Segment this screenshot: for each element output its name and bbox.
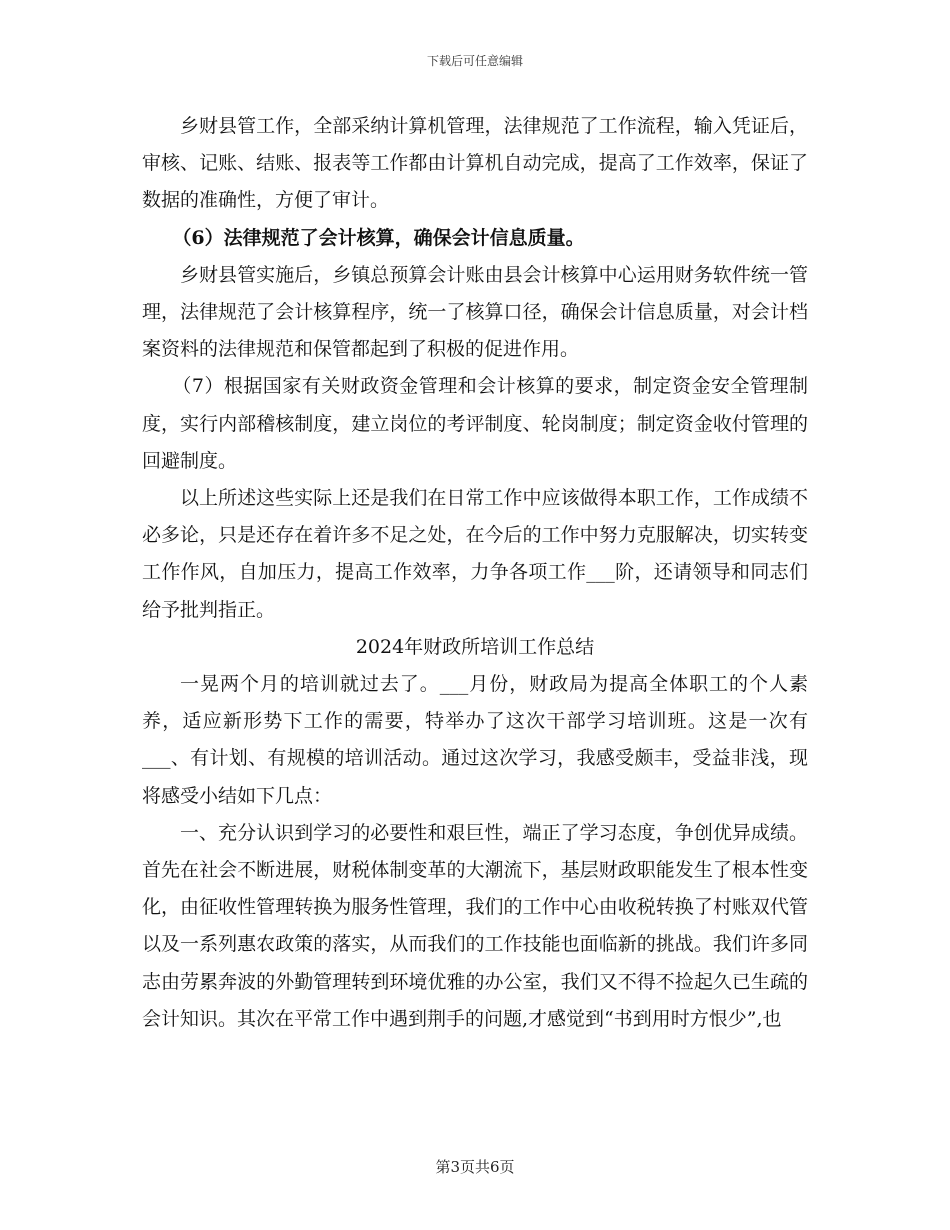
document-body	[142, 108, 808, 1038]
paragraph-computer-management: 乡财县管工作，全部采纳计算机管理，法律规范了工作流程，输入凭证后，审核、记账、结账、报表等工作都由计算机自动完成，提高了工作效率，保证了数据的准确性，方便了审计。	[142, 115, 808, 212]
item-7-fund-safety: （7）根据国家有关财政资金管理和会计核算的要求，制定资金安全管理制度，实行内部稽核制度，建立岗位的考评制度、轮岗制度；制定资金收付管理的回避制度。	[142, 375, 808, 472]
page-footer: 第3页共6页	[435, 1158, 515, 1176]
section-title: 2024年财政所培训工作总结	[355, 635, 595, 658]
paragraph-accounting-quality: 乡财县管实施后，乡镇总预算会计账由县会计核算中心运用财务软件统一管理，法律规范了会计核算程序，统一了核算口径，确保会计信息质量，对会计档案资料的法律规范和保管都起到了积极的促进作用。	[142, 263, 808, 361]
item-heading-6: （6）法律规范了会计核算，确保会计信息质量。	[172, 226, 585, 249]
paragraph-training-intro: 一晃两个月的培训就过去了。___月份，财政局为提高全体职工的个人素养，适应新形势下工作的需要，特举办了这次干部学习培训班。这是一次有___、有计划、有规模的培训活动。通过这次学习，我感受颇丰，受益非浅，现将感受小结如下几点：	[142, 673, 808, 807]
page-header: 下载后可任意编辑	[426, 54, 523, 68]
paragraph-point-one: 一、充分认识到学习的必要性和艰巨性，端正了学习态度，争创优异成绩。首先在社会不断进展，财税体制变革的大潮流下，基层财政职能发生了根本性变化，由征收性管理转换为服务性管理，我们的工作中心由收税转换了村账双代管以及一系列惠农政策的落实，从而我们的工作技能也面临新的挑战。我们许多同志由劳累奔波的外勤管理转到环境优雅的办公室，我们又不得不捡起久已生疏的会计知识。其次在平常工作中遇到荆手的问题,才感觉到“书到用时方恨少”,也	[142, 821, 808, 1030]
paragraph-conclusion: 以上所述这些实际上还是我们在日常工作中应该做得本职工作，工作成绩不必多论，只是还存在着许多不足之处，在今后的工作中努力克服解决，切实转变工作作风，自加压力，提高工作效率，力争各项工作___阶，还请领导和同志们给予批判指正。	[142, 487, 808, 621]
